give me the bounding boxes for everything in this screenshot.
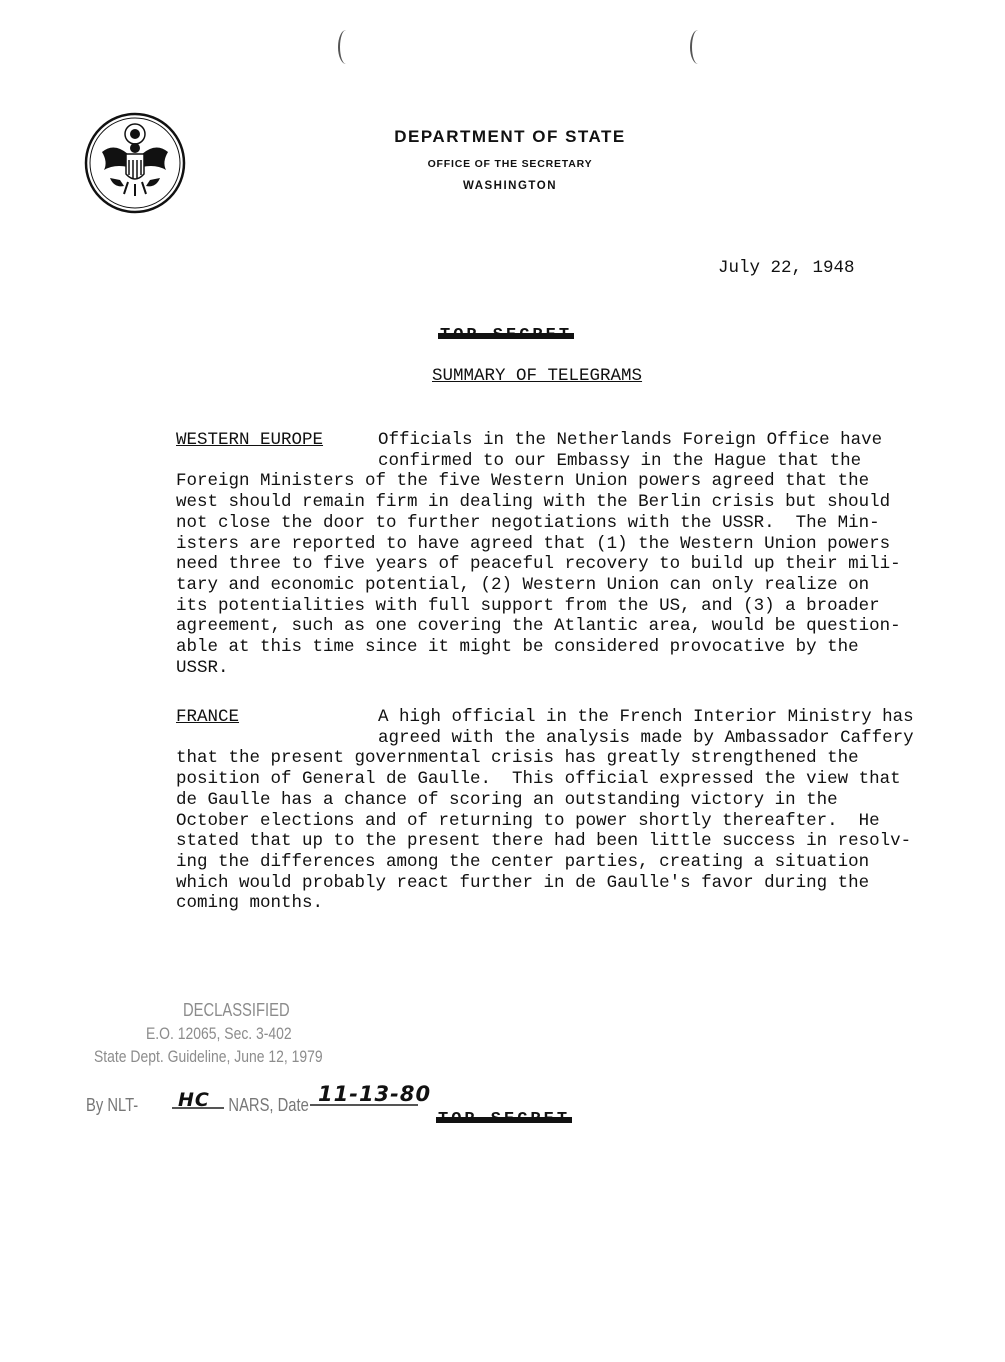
body-line: tary and economic potential, (2) Western Union can only realize on bbox=[176, 574, 870, 595]
document-date: July 22, 1948 bbox=[718, 258, 855, 278]
body-line: west should remain firm in dealing with the Berlin crisis but should bbox=[176, 492, 891, 513]
punch-mark-left bbox=[338, 30, 354, 64]
letterhead-office: OFFICE OF THE SECRETARY bbox=[427, 158, 593, 170]
section-heading-western-europe: WESTERN EUROPE bbox=[176, 430, 324, 450]
body-line: its potentialities with full support from the US, and (3) a broader bbox=[176, 595, 880, 616]
punch-mark-right bbox=[690, 30, 706, 64]
strike-bar bbox=[436, 1117, 572, 1123]
by-label: By NLT- bbox=[86, 1095, 139, 1115]
classification-marking-bottom bbox=[438, 1110, 570, 1129]
declassified-guideline-line: State Dept. Guideline, June 12, 1979 bbox=[94, 1047, 323, 1066]
section-heading-france: FRANCE bbox=[176, 707, 240, 727]
body-line: Officials in the Netherlands Foreign Office have bbox=[378, 430, 883, 450]
body-line: de Gaulle has a chance of scoring an outstanding victory in the bbox=[176, 789, 838, 810]
handwritten-initials: HC bbox=[178, 1089, 210, 1111]
body-line: ing the differences among the center parties, creating a situation bbox=[176, 851, 870, 872]
body-line: need three to five years of peaceful recovery to build up their mili- bbox=[176, 554, 901, 575]
strike-bar bbox=[438, 333, 574, 339]
declassified-stamp-title: DECLASSIFIED bbox=[183, 1000, 290, 1020]
declassified-eo-line: E.O. 12065, Sec. 3-402 bbox=[146, 1024, 292, 1043]
handwritten-date: 11-13-80 bbox=[318, 1082, 432, 1106]
body-line: not close the door to further negotiations with the USSR. The Min- bbox=[176, 512, 880, 533]
nars-label: NARS, Date bbox=[228, 1095, 309, 1115]
body-line: October elections and of returning to power shortly thereafter. He bbox=[176, 810, 880, 831]
body-line: coming months. bbox=[176, 893, 324, 914]
body-line: which would probably react further in de Gaulle's favor during the bbox=[176, 872, 870, 893]
body-line: Foreign Ministers of the five Western Union powers agreed that the bbox=[176, 471, 870, 492]
body-line: confirmed to our Embassy in the Hague that the bbox=[378, 450, 862, 471]
body-line: USSR. bbox=[176, 657, 229, 678]
section-body-western-europe bbox=[176, 430, 901, 678]
body-line: able at this time since it might be considered provocative by the bbox=[176, 637, 859, 658]
body-line: that the present governmental crisis has greatly strengthened the bbox=[176, 748, 859, 769]
body-line: stated that up to the present there had been little success in resolv- bbox=[176, 831, 912, 852]
document-title: SUMMARY OF TELEGRAMS bbox=[432, 366, 643, 386]
letterhead-city: WASHINGTON bbox=[462, 180, 557, 192]
great-seal-icon bbox=[84, 112, 186, 214]
body-line: position of General de Gaulle. This official expressed the view that bbox=[176, 769, 901, 790]
letterhead-department: DEPARTMENT OF STATE bbox=[394, 127, 626, 146]
body-line: A high official in the French Interior Ministry has bbox=[378, 707, 914, 727]
classification-marking-top bbox=[440, 326, 572, 345]
body-line: agreement, such as one covering the Atlantic area, would be question- bbox=[176, 616, 901, 637]
body-line: agreed with the analysis made by Ambassador Caffery bbox=[378, 727, 914, 748]
body-line: isters are reported to have agreed that (1) the Western Union powers bbox=[176, 533, 891, 554]
section-body-france bbox=[176, 707, 914, 914]
